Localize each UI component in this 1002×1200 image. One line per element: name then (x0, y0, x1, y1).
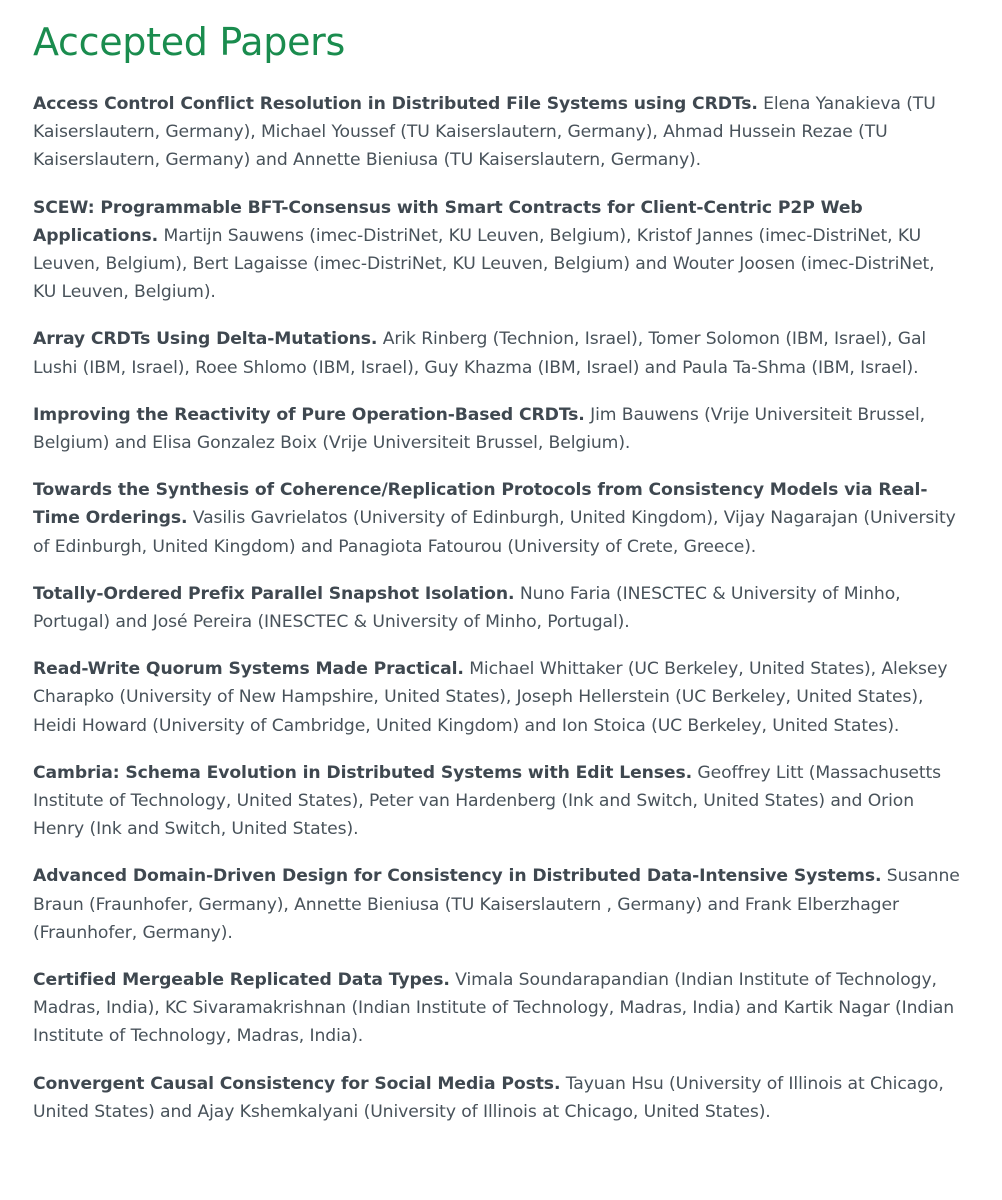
paper-title: SCEW: Programmable BFT-Consensus with Smart Contracts for Client-Centric P2P Web Applications. (33, 197, 863, 246)
paper-entry (33, 90, 962, 175)
paper-list (33, 90, 962, 1126)
paper-title: Towards the Synthesis of Coherence/Replication Protocols from Consistency Models via Real-Time Orderings. (33, 480, 928, 529)
paper-authors: Nuno Faria (INESCTEC & University of Minho, Portugal) and José Pereira (INESCTEC & University of Minho, Portugal). (33, 583, 901, 633)
paper-title: Improving the Reactivity of Pure Operation-Based CRDTs. (33, 404, 585, 425)
paper-authors: Arik Rinberg (Technion, Israel), Tomer Solomon (IBM, Israel), Gal Lushi (IBM, Israel), Roee Shlomo (IBM, Israel), Guy Khazma (IBM, Israel) and Paula Ta-Shma (IBM, Israel). (33, 329, 927, 378)
paper-authors: Susanne Braun (Fraunhofer, Germany), Annette Bieniusa (TU Kaiserslautern , Germany) and Frank Elberzhager (Fraunhofer, Germany). (33, 866, 960, 943)
paper-authors: Geoffrey Litt (Massachusetts Institute of Technology, United States), Peter van Hardenberg (Ink and Switch, United States) and Orion Henry (Ink and Switch, United States). (33, 762, 942, 840)
paper-entry (33, 580, 962, 636)
paper-entry (33, 759, 962, 844)
paper-authors: Michael Whittaker (UC Berkeley, United States), Aleksey Charapko (University of New Hampshire, United States), Joseph Hellerstein (UC Berkeley, United States), Heidi Howard (University of Cambridge, United Kingdom) and Ion Stoica (UC Berkeley, United States). (33, 659, 948, 736)
paper-entry (33, 401, 962, 457)
paper-title: Access Control Conflict Resolution in Distributed File Systems using CRDTs. (33, 94, 758, 114)
paper-title: Cambria: Schema Evolution in Distributed Systems with Edit Lenses. (33, 762, 693, 783)
paper-entry (33, 1070, 962, 1126)
paper-authors: Vimala Soundarapandian (Indian Institute of Technology, Madras, India), KC Sivaramakrishnan (Indian Institute of Technology, Madras, India) and Kartik Nagar (Indian Institute of Technology, Madras, India). (33, 970, 955, 1047)
paper-authors: Martijn Sauwens (imec-DistriNet, KU Leuven, Belgium), Kristof Jannes (imec-DistriNet, KU Leuven, Belgium), Bert Lagaisse (imec-DistriNet, KU Leuven, Belgium) and Wouter Joosen (imec-DistriNet, KU Leuven, Belgium). (33, 225, 935, 303)
page-title: Accepted Papers (33, 20, 346, 64)
paper-entry (33, 966, 962, 1051)
paper-title: Advanced Domain-Driven Design for Consistency in Distributed Data-Intensive Systems. (33, 866, 882, 887)
paper-entry (33, 655, 962, 740)
paper-authors: Vasilis Gavrielatos (University of Edinburgh, United Kingdom), Vijay Nagarajan (University of Edinburgh, United Kingdom) and Panagiota Fatourou (University of Crete, Greece). (33, 508, 956, 557)
paper-title: Array CRDTs Using Delta-Mutations. (33, 329, 378, 350)
paper-entry (33, 194, 962, 307)
paper-title: Totally-Ordered Prefix Parallel Snapshot Isolation. (33, 583, 515, 604)
paper-title: Read-Write Quorum Systems Made Practical. (33, 659, 464, 680)
paper-authors: Elena Yanakieva (TU Kaiserslautern, Germany), Michael Youssef (TU Kaiserslautern, Germany), Ahmad Hussein Rezae (TU Kaiserslautern, Germany) and Annette Bieniusa (TU Kaiserslautern, Germany). (33, 94, 936, 171)
paper-title: Certified Mergeable Replicated Data Types. (33, 970, 450, 991)
paper-title: Convergent Causal Consistency for Social Media Posts. (33, 1073, 561, 1094)
paper-entry (33, 476, 962, 561)
paper-authors: Jim Bauwens (Vrije Universiteit Brussel, Belgium) and Elisa Gonzalez Boix (Vrije Universiteit Brussel, Belgium). (33, 404, 925, 454)
paper-entry (33, 325, 962, 381)
paper-entry (33, 862, 962, 947)
paper-authors: Tayuan Hsu (University of Illinois at Chicago, United States) and Ajay Kshemkalyani (University of Illinois at Chicago, United States). (33, 1073, 944, 1122)
